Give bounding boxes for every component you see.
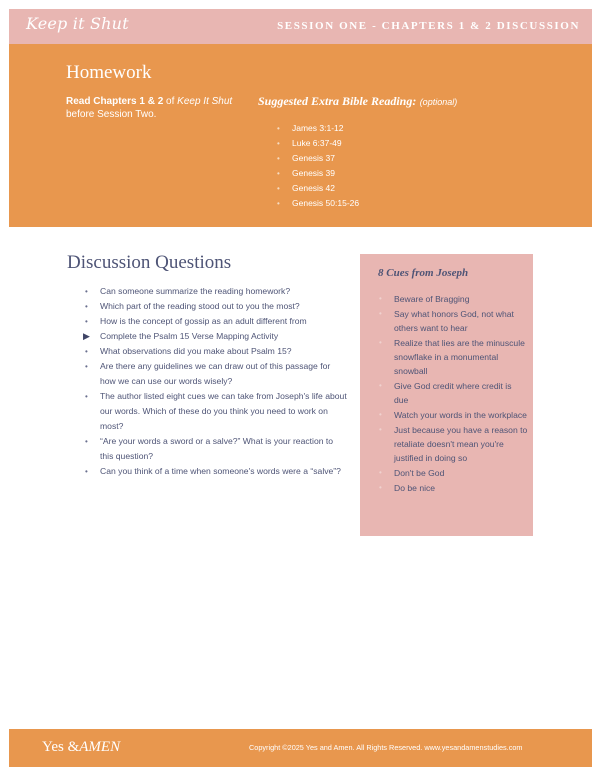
cue-item: • Do be nice [378, 481, 528, 495]
bullet-icon: • [85, 437, 88, 446]
reading-item: • Genesis 50:15-26 [277, 196, 359, 211]
question-item [85, 314, 347, 329]
header-bar [9, 9, 592, 44]
copyright-text: Copyright ©2025 Yes and Amen. All Rights Reserved. www.yesandamenstudies.com [249, 743, 523, 752]
question-item [85, 329, 347, 344]
reading-list [277, 121, 359, 211]
question-text: Complete the Psalm 15 Verse Mapping Activity [100, 331, 279, 341]
reading-assignment: Read Chapters 1 & 2 [66, 96, 164, 107]
cue-list [378, 292, 528, 496]
cues-box [360, 254, 533, 536]
question-text: The author listed eight cues we can take from Joseph's life about our words. Which of these do you think you need to work on most? [100, 391, 347, 431]
question-text: Are there any guidelines we can draw out of this passage for how we can use our words wisely? [100, 361, 331, 386]
footer-logo-amp: & [67, 739, 80, 755]
cue-item: • Say what honors God, not what others want to hear [378, 307, 528, 335]
homework-instruction [66, 95, 251, 121]
question-text: “Are your words a sword or a salve?” What is your reaction to this question? [100, 436, 334, 461]
question-item [85, 344, 347, 359]
session-title: SESSION ONE - CHAPTERS 1 & 2 DISCUSSION [277, 20, 580, 32]
question-item [85, 299, 347, 314]
reading-item: • Genesis 42 [277, 181, 359, 196]
question-text: Which part of the reading stood out to you the most? [100, 301, 300, 311]
bullet-icon: • [85, 302, 88, 311]
question-item [85, 284, 347, 299]
question-text: Can you think of a time when someone's words were a “salve”? [100, 466, 341, 476]
bullet-icon: • [85, 287, 88, 296]
cues-title: 8 Cues from Joseph [378, 267, 469, 279]
footer-logo-yes: Yes [42, 739, 64, 755]
question-text: How is the concept of gossip as an adult different from [100, 316, 307, 326]
footer-logo [42, 739, 120, 756]
arrow-bullet-icon: ▶ [83, 331, 90, 341]
reading-item: • Genesis 39 [277, 166, 359, 181]
footer-logo-amen: AMEN [79, 739, 121, 755]
question-text: What observations did you make about Psalm 15? [100, 346, 292, 356]
discussion-title: Discussion Questions [67, 252, 232, 273]
bullet-icon: • [85, 467, 88, 476]
question-item [85, 389, 347, 434]
reading-item: • Luke 6:37-49 [277, 136, 359, 151]
question-item [85, 434, 347, 464]
logo: Keep it Shut [26, 14, 129, 33]
bullet-icon: • [85, 362, 88, 371]
extra-reading-title: Suggested Extra Bible Reading: [258, 94, 417, 108]
reading-item: • Genesis 37 [277, 151, 359, 166]
homework-section [9, 44, 592, 227]
bullet-icon: • [85, 317, 88, 326]
question-item [85, 359, 347, 389]
extra-reading-optional: (optional) [419, 97, 458, 107]
question-list [85, 284, 347, 479]
homework-title: Homework [66, 62, 152, 83]
cue-item: • Just because you have a reason to retaliate doesn't mean you're justified in doing so [378, 423, 528, 465]
cue-item: • Watch your words in the workplace [378, 408, 528, 422]
footer-bar [9, 729, 592, 767]
question-item [85, 464, 347, 479]
cue-item: • Give God credit where credit is due [378, 379, 528, 407]
cue-item: • Don't be God [378, 466, 528, 480]
reading-item: • James 3:1-12 [277, 121, 359, 136]
bullet-icon: • [85, 392, 88, 401]
reading-of: of [163, 96, 178, 107]
question-text: Can someone summarize the reading homework? [100, 286, 291, 296]
bullet-icon: • [85, 347, 88, 356]
cue-item: • Beware of Bragging [378, 292, 528, 306]
cue-item: • Realize that lies are the minuscule snowflake in a monumental snowball [378, 336, 528, 378]
extra-reading-heading [258, 94, 457, 109]
book-title: Keep It Shut [177, 96, 233, 107]
reading-deadline: before Session Two. [66, 109, 157, 120]
